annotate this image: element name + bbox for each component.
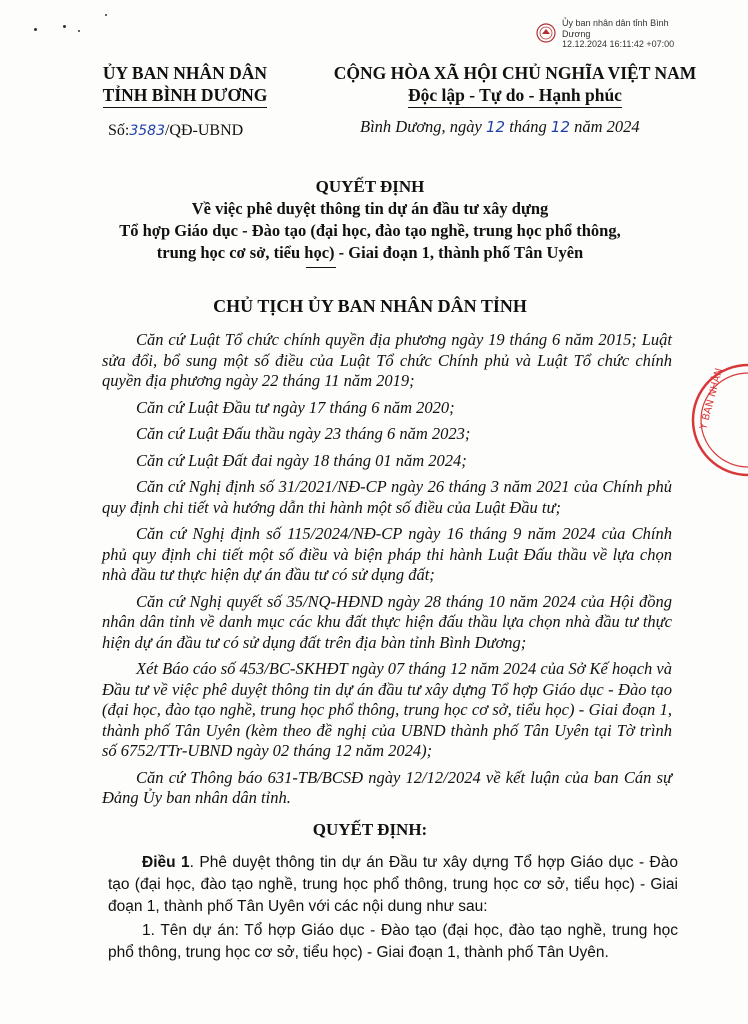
date-suffix: năm 2024	[570, 117, 640, 136]
title-line3: Tổ hợp Giáo dục - Đào tạo (đại học, đào tạo nghề, trung học phổ thông,	[119, 221, 621, 240]
scan-speck	[63, 25, 66, 28]
scan-speck	[34, 28, 37, 31]
agency-line1: ỦY BAN NHÂN DÂN	[102, 63, 268, 83]
basis-item: Căn cứ Thông báo 631-TB/BCSĐ ngày 12/12/2024 về kết luận của ban Cán sự Đảng Ủy ban nhân dân tỉnh.	[102, 767, 672, 807]
digital-signature-info	[562, 18, 742, 50]
docno-handwritten: 3583	[129, 123, 165, 139]
basis-item: Căn cứ Luật Tổ chức chính quyền địa phương ngày 19 tháng 6 năm 2015; Luật sửa đổi, bổ sung một số điều của Luật Tổ chức Chính phủ và Luật Tổ chức chính quyền địa phương ngày 22 tháng 11 năm 2019;	[102, 330, 672, 390]
article-1-text	[108, 852, 678, 918]
signature-signer-cont: Dương	[562, 28, 591, 39]
date-month: 12	[550, 118, 570, 136]
docno-suffix: /QĐ-UBND	[164, 122, 244, 139]
digital-signature-seal-icon	[536, 22, 556, 44]
signature-signer: Ủy ban nhân dân tỉnh Bình	[562, 18, 669, 28]
basis-item: Căn cứ Nghị định số 31/2021/NĐ-CP ngày 26 tháng 3 năm 2021 của Chính phủ quy định chi tiết và hướng dẫn thi hành một số điều của Luật Đầu tư;	[102, 477, 672, 517]
article-1-item-1: 1. Tên dự án: Tổ hợp Giáo dục - Đào tạo (đại học, đào tạo nghề, trung học phổ thông, trung học cơ sở, tiểu học) - Giai đoạn 1, thành phố Tân Uyên.	[108, 922, 678, 961]
article-1	[108, 852, 678, 964]
basis-item: Căn cứ Nghị định số 115/2024/NĐ-CP ngày 16 tháng 9 năm 2024 của Chính phủ quy định chi tiết một số điều và biện pháp thi hành Luật Đấu thầu về lựa chọn nhà đầu tư thực hiện dự án đầu tư có sử dụng đất;	[102, 524, 672, 584]
scan-speck	[78, 30, 80, 32]
basis-item: Căn cứ Nghị quyết số 35/NQ-HĐND ngày 28 tháng 10 năm 2024 của Hội đồng nhân dân tỉnh về danh mục các khu đất thực hiện đấu thầu lựa chọn nhà đầu tư thực hiện dự án đầu tư có sử dụng đất trên địa bàn tỉnh Bình Dương;	[102, 591, 672, 652]
issuing-agency	[90, 62, 280, 108]
scan-speck	[105, 14, 107, 16]
title-line4: trung học cơ sở, tiểu học) - Giai đoạn 1, thành phố Tân Uyên	[156, 243, 584, 262]
basis-item: Xét Báo cáo số 453/BC-SKHĐT ngày 07 tháng 12 năm 2024 của Sở Kế hoạch và Đầu tư về việc phê duyệt thông tin dự án đầu tư xây dựng Tổ hợp Giáo dục - Đào tạo (đại học, đào tạo nghề, trung học phổ thông, trung học cơ sở, tiểu học) - Giai đoạn 1, thành phố Tân Uyên (kèm theo đề nghị của UBND thành phố Tân Uyên tại Tờ trình số 6752/TTr-UBND ngày 02 tháng 12 năm 2024);	[102, 659, 672, 760]
motto: Độc lập - Tự do - Hạnh phúc	[408, 84, 622, 108]
red-seal-stamp	[688, 360, 748, 480]
document-title	[60, 176, 680, 264]
docno-prefix: Số:	[108, 122, 130, 139]
authority-heading: CHỦ TỊCH ỦY BAN NHÂN DÂN TỈNH	[213, 296, 527, 316]
decide-heading: QUYẾT ĐỊNH:	[312, 820, 428, 839]
signature-timestamp: 12.12.2024 16:11:42 +07:00	[562, 39, 675, 49]
basis-item: Căn cứ Luật Đấu thầu ngày 23 tháng 6 năm 2023;	[136, 424, 471, 443]
date-line	[360, 117, 640, 137]
title-decision: QUYẾT ĐỊNH	[315, 177, 425, 196]
article-1-body: . Phê duyệt thông tin dự án Đầu tư xây dựng Tổ hợp Giáo dục - Đào tạo (đại học, đào tạo nghề, trung học phổ thông, trung học cơ sở, tiểu học) - Giai đoạn 1, thành phố Tân Uyên với các nội dung như sau:	[108, 854, 678, 915]
title-line2: Về việc phê duyệt thông tin dự án đầu tư xây dựng	[191, 199, 549, 218]
basis-item: Căn cứ Luật Đầu tư ngày 17 tháng 6 năm 2020;	[136, 397, 455, 417]
national-motto	[330, 62, 700, 108]
svg-text:Y BAN NHÂN: Y BAN NHÂN	[698, 367, 726, 431]
country-name: CỘNG HÒA XÃ HỘI CHỦ NGHĨA VIỆT NAM	[333, 63, 697, 83]
date-prefix: Bình Dương, ngày	[360, 117, 486, 136]
title-underline	[306, 267, 336, 268]
date-mid: tháng	[505, 117, 551, 136]
article-1-label: Điều 1	[142, 854, 190, 871]
document-number	[108, 122, 243, 140]
legal-bases	[102, 330, 672, 809]
agency-line2: TỈNH BÌNH DƯƠNG	[103, 84, 268, 108]
date-day: 12	[485, 118, 506, 136]
basis-item: Căn cứ Luật Đất đai ngày 18 tháng 01 năm 2024;	[136, 450, 467, 470]
